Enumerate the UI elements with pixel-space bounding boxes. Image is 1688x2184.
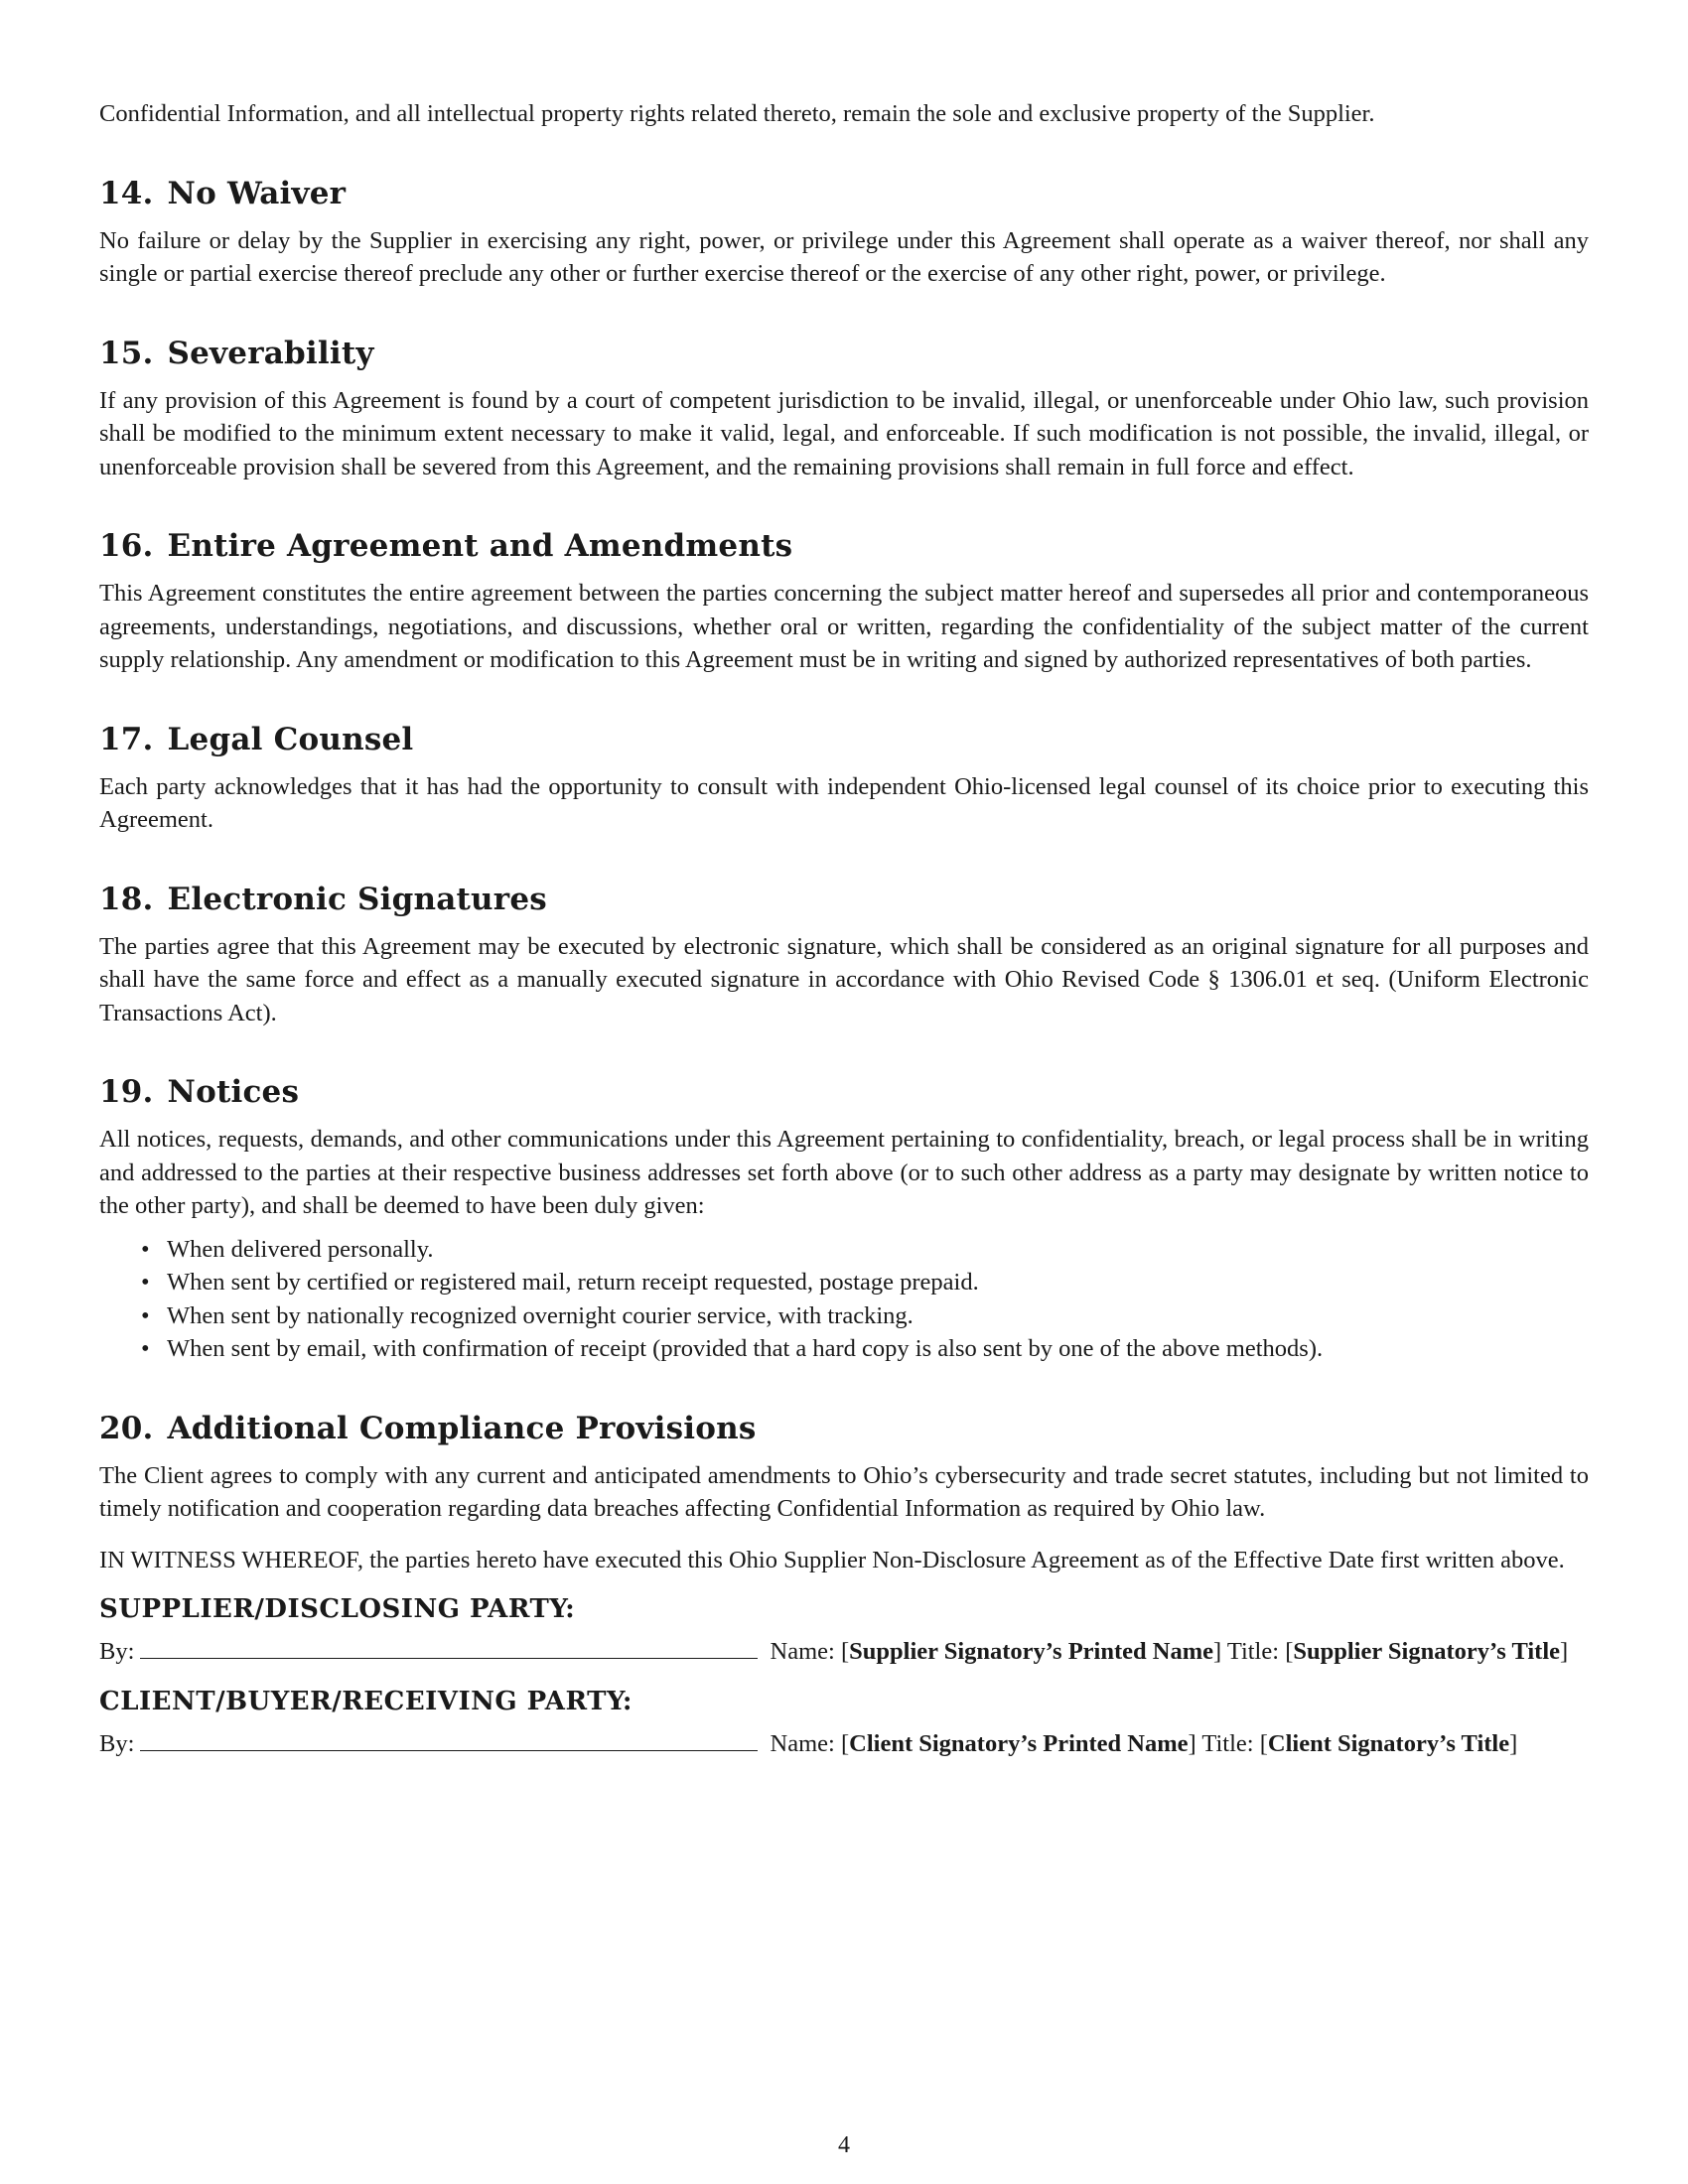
section-title: Electronic Signatures xyxy=(167,881,547,917)
section-title: Severability xyxy=(167,335,374,371)
section-body: The Client agrees to comply with any current and anticipated amendments to Ohio’s cybersecurity and trade secret statutes, including but not limited to timely notification and cooperation regarding data breaches affecting Confidential Information as required by Ohio law. xyxy=(99,1461,1589,1522)
page-number: 4 xyxy=(838,2132,850,2158)
list-item: • When delivered personally. xyxy=(99,1233,1589,1267)
client-signature-line[interactable] xyxy=(140,1726,758,1751)
bullet-icon: • xyxy=(141,1269,150,1296)
supplier-title-placeholder: Supplier Signatory’s Title xyxy=(1293,1638,1561,1665)
section-body: No failure or delay by the Supplier in exercising any right, power, or privilege under this Agreement shall operate as a waiver thereof, nor shall any single or partial exercise thereof preclude any other or further exercise thereof or the exercise of any other right, power, or privilege. xyxy=(99,226,1589,287)
notice-methods-list xyxy=(99,1233,1589,1366)
supplier-signature-block: By: Name: [Supplier Signatory’s Printed Name] Title: [Supplier Signatory’s Title] xyxy=(99,1634,1589,1669)
section-body: All notices, requests, demands, and other communications under this Agreement pertaining to confidentiality, breach, or legal process shall be in writing and addressed to the parties at their respective business addresses set forth above (or to such other address as a party may designate by written notice to the other party), and shall be deemed to have been duly given: xyxy=(99,1126,1589,1219)
supplier-name-placeholder: Supplier Signatory’s Printed Name xyxy=(849,1638,1213,1665)
section-heading xyxy=(99,335,1589,372)
section-body: This Agreement constitutes the entire agreement between the parties concerning the subject matter hereof and supersedes all prior and contemporaneous agreements, understandings, negotiations, and discussions, whether oral or written, regarding the confidentiality of the subject matter of the current supply relationship. Any amendment or modification to this Agreement must be in writing and signed by authorized representatives of both parties. xyxy=(99,580,1589,673)
supplier-signature-line[interactable] xyxy=(140,1634,758,1659)
section-heading xyxy=(99,881,1589,918)
section-15 xyxy=(99,335,1589,484)
witness-paragraph: IN WITNESS WHEREOF, the parties hereto have executed this Ohio Supplier Non-Disclosure Agreement as of the Effective Date first written above. xyxy=(99,1546,1565,1573)
by-label: By: xyxy=(99,1638,135,1665)
section-18 xyxy=(99,881,1589,1030)
section-heading xyxy=(99,1410,1589,1447)
by-label: By: xyxy=(99,1730,135,1757)
section-number: 19. xyxy=(99,1074,154,1110)
bullet-icon: • xyxy=(141,1301,150,1329)
section-body: The parties agree that this Agreement may be executed by electronic signature, which shall be considered as an original signature for all purposes and shall have the same force and effect as a manually executed signature in accordance with Ohio Revised Code § 1306.01 et seq. (Uniform Electronic Transactions Act). xyxy=(99,932,1589,1026)
client-title-placeholder: Client Signatory’s Title xyxy=(1267,1730,1510,1757)
list-item: • When sent by certified or registered mail, return receipt requested, postage prepaid. xyxy=(99,1266,1589,1299)
section-14 xyxy=(99,175,1589,291)
title-label: Title: xyxy=(1201,1730,1254,1757)
list-item: • When sent by email, with confirmation of receipt (provided that a hard copy is also sent by one of the above methods). xyxy=(99,1332,1589,1366)
bullet-icon: • xyxy=(141,1335,150,1362)
section-title: Entire Agreement and Amendments xyxy=(167,528,793,564)
section-20 xyxy=(99,1410,1589,1526)
section-16 xyxy=(99,527,1589,677)
name-label: Name: xyxy=(770,1730,835,1757)
list-item: • When sent by nationally recognized overnight courier service, with tracking. xyxy=(99,1299,1589,1333)
section-title: Legal Counsel xyxy=(167,721,414,757)
document-page xyxy=(99,97,1589,1773)
continuation-paragraph: Confidential Information, and all intellectual property rights related thereto, remain the sole and exclusive property of the Supplier. xyxy=(99,100,1375,127)
section-title: Notices xyxy=(167,1074,300,1110)
client-party-heading: CLIENT/BUYER/RECEIVING PARTY: xyxy=(99,1687,633,1716)
section-number: 17. xyxy=(99,721,154,757)
section-title: No Waiver xyxy=(167,175,347,211)
section-number: 16. xyxy=(99,528,154,564)
supplier-party-heading: SUPPLIER/DISCLOSING PARTY: xyxy=(99,1594,576,1624)
section-heading xyxy=(99,1073,1589,1111)
section-heading xyxy=(99,527,1589,565)
client-name-placeholder: Client Signatory’s Printed Name xyxy=(849,1730,1189,1757)
section-heading xyxy=(99,721,1589,758)
section-17 xyxy=(99,721,1589,837)
client-signature-block: By: Name: [Client Signatory’s Printed Name] Title: [Client Signatory’s Title] xyxy=(99,1726,1589,1761)
section-number: 15. xyxy=(99,335,154,371)
section-heading xyxy=(99,175,1589,212)
section-19 xyxy=(99,1073,1589,1366)
name-label: Name: xyxy=(770,1638,835,1665)
section-number: 14. xyxy=(99,175,154,211)
section-number: 18. xyxy=(99,881,154,917)
title-label: Title: xyxy=(1226,1638,1280,1665)
section-body: If any provision of this Agreement is found by a court of competent jurisdiction to be invalid, illegal, or unenforceable under Ohio law, such provision shall be modified to the minimum extent necessary to make it valid, legal, and enforceable. If such modification is not possible, the invalid, illegal, or unenforceable provision shall be severed from this Agreement, and the remaining provisions shall remain in full force and effect. xyxy=(99,386,1589,480)
section-title: Additional Compliance Provisions xyxy=(167,1410,757,1446)
section-body: Each party acknowledges that it has had the opportunity to consult with independent Ohio-licensed legal counsel of its choice prior to executing this Agreement. xyxy=(99,772,1589,833)
bullet-icon: • xyxy=(141,1235,150,1263)
section-number: 20. xyxy=(99,1410,154,1446)
